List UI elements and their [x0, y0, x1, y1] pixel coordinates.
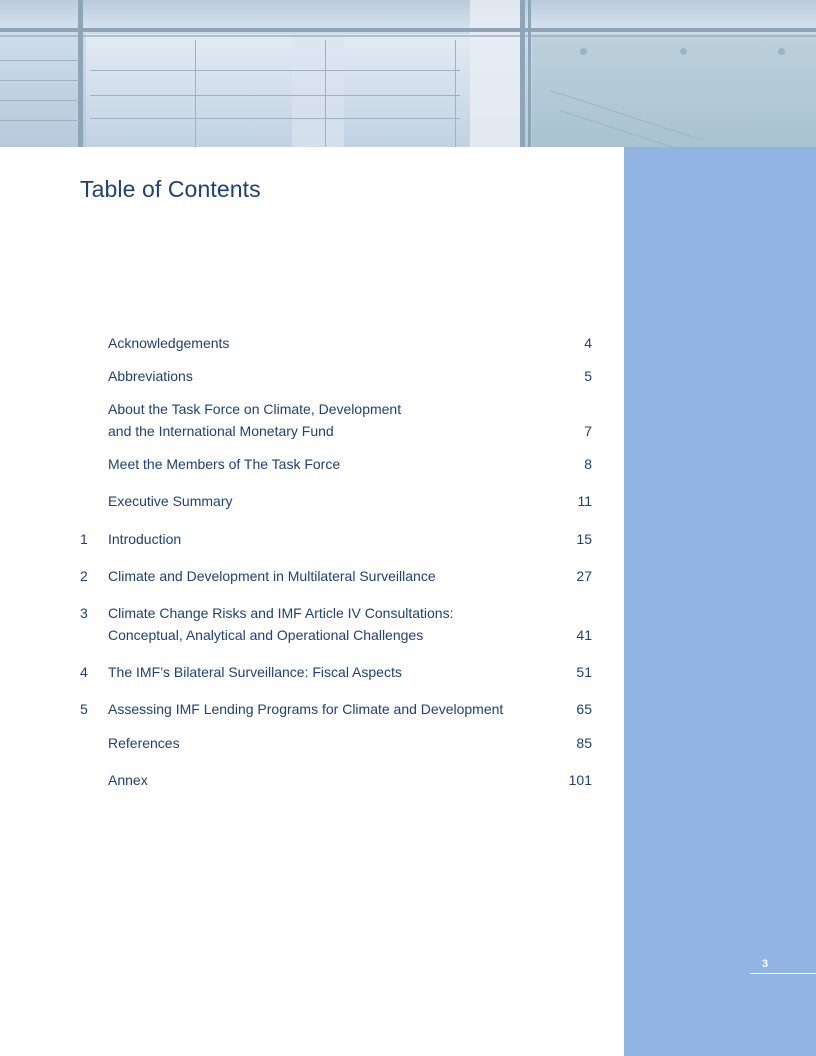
toc-entry-title — [108, 528, 538, 550]
toc-entry-page: 8 — [584, 456, 592, 472]
toc-entry-title-line: Executive Summary — [108, 493, 233, 509]
toc-entry-page: 41 — [576, 627, 592, 643]
toc-entry-title-line: Annex — [108, 772, 148, 788]
toc-entry-title-line: The IMF’s Bilateral Surveillance: Fiscal Aspects — [108, 664, 402, 680]
side-panel — [624, 147, 816, 1056]
toc-entry-page: 27 — [576, 568, 592, 584]
toc-entry-title — [108, 332, 538, 354]
page-title: Table of Contents — [80, 176, 261, 202]
toc-entry-title — [108, 661, 538, 683]
toc-entry-page: 11 — [577, 493, 592, 509]
toc-entry-title — [108, 565, 538, 587]
toc-entry-number: 3 — [80, 605, 88, 621]
toc-entry-title-line: Abbreviations — [108, 368, 193, 384]
toc-entry-title-line: About the Task Force on Climate, Development — [108, 401, 402, 417]
page-number: 3 — [761, 958, 769, 970]
toc-entry-title-line: Meet the Members of The Task Force — [108, 456, 341, 472]
toc-entry-title — [108, 698, 538, 720]
toc-entry-title-line: Assessing IMF Lending Programs for Climate and Development — [108, 701, 504, 717]
toc-entry-title — [108, 365, 538, 387]
toc-entry-number: 2 — [80, 568, 88, 584]
toc-entry-title-line: References — [108, 735, 180, 751]
toc-entry-page: 85 — [576, 735, 592, 751]
toc-entry-title-line: and the International Monetary Fund — [108, 423, 334, 439]
toc-entry-page: 51 — [576, 664, 592, 680]
toc-entry-number: 4 — [80, 664, 88, 680]
toc-entry-title-line: Climate and Development in Multilateral Surveillance — [108, 568, 436, 584]
toc-entry-page: 15 — [576, 531, 592, 547]
toc-entry-title — [108, 490, 538, 512]
toc-entry-title-line: Climate Change Risks and IMF Article IV Consultations: — [108, 605, 454, 621]
toc-entry-title — [108, 602, 538, 646]
toc-entry-title — [108, 453, 538, 475]
page-number-rule — [750, 973, 816, 974]
toc-entry-page: 65 — [576, 701, 592, 717]
toc-entry-page: 5 — [584, 368, 592, 384]
toc-entry-title-line: Acknowledgements — [108, 335, 230, 351]
toc-entry-page: 7 — [584, 423, 592, 439]
toc-entry-page: 101 — [568, 772, 592, 788]
toc-entry-title-line: Conceptual, Analytical and Operational Challenges — [108, 627, 424, 643]
toc-entry-number: 1 — [80, 531, 88, 547]
toc-entry-page: 4 — [584, 335, 592, 351]
toc-entry-title — [108, 732, 538, 754]
toc-entry-title — [108, 398, 538, 442]
toc-entry-title — [108, 769, 538, 791]
toc-entry-number: 5 — [80, 701, 88, 717]
toc-entry-title-line: Introduction — [108, 531, 182, 547]
